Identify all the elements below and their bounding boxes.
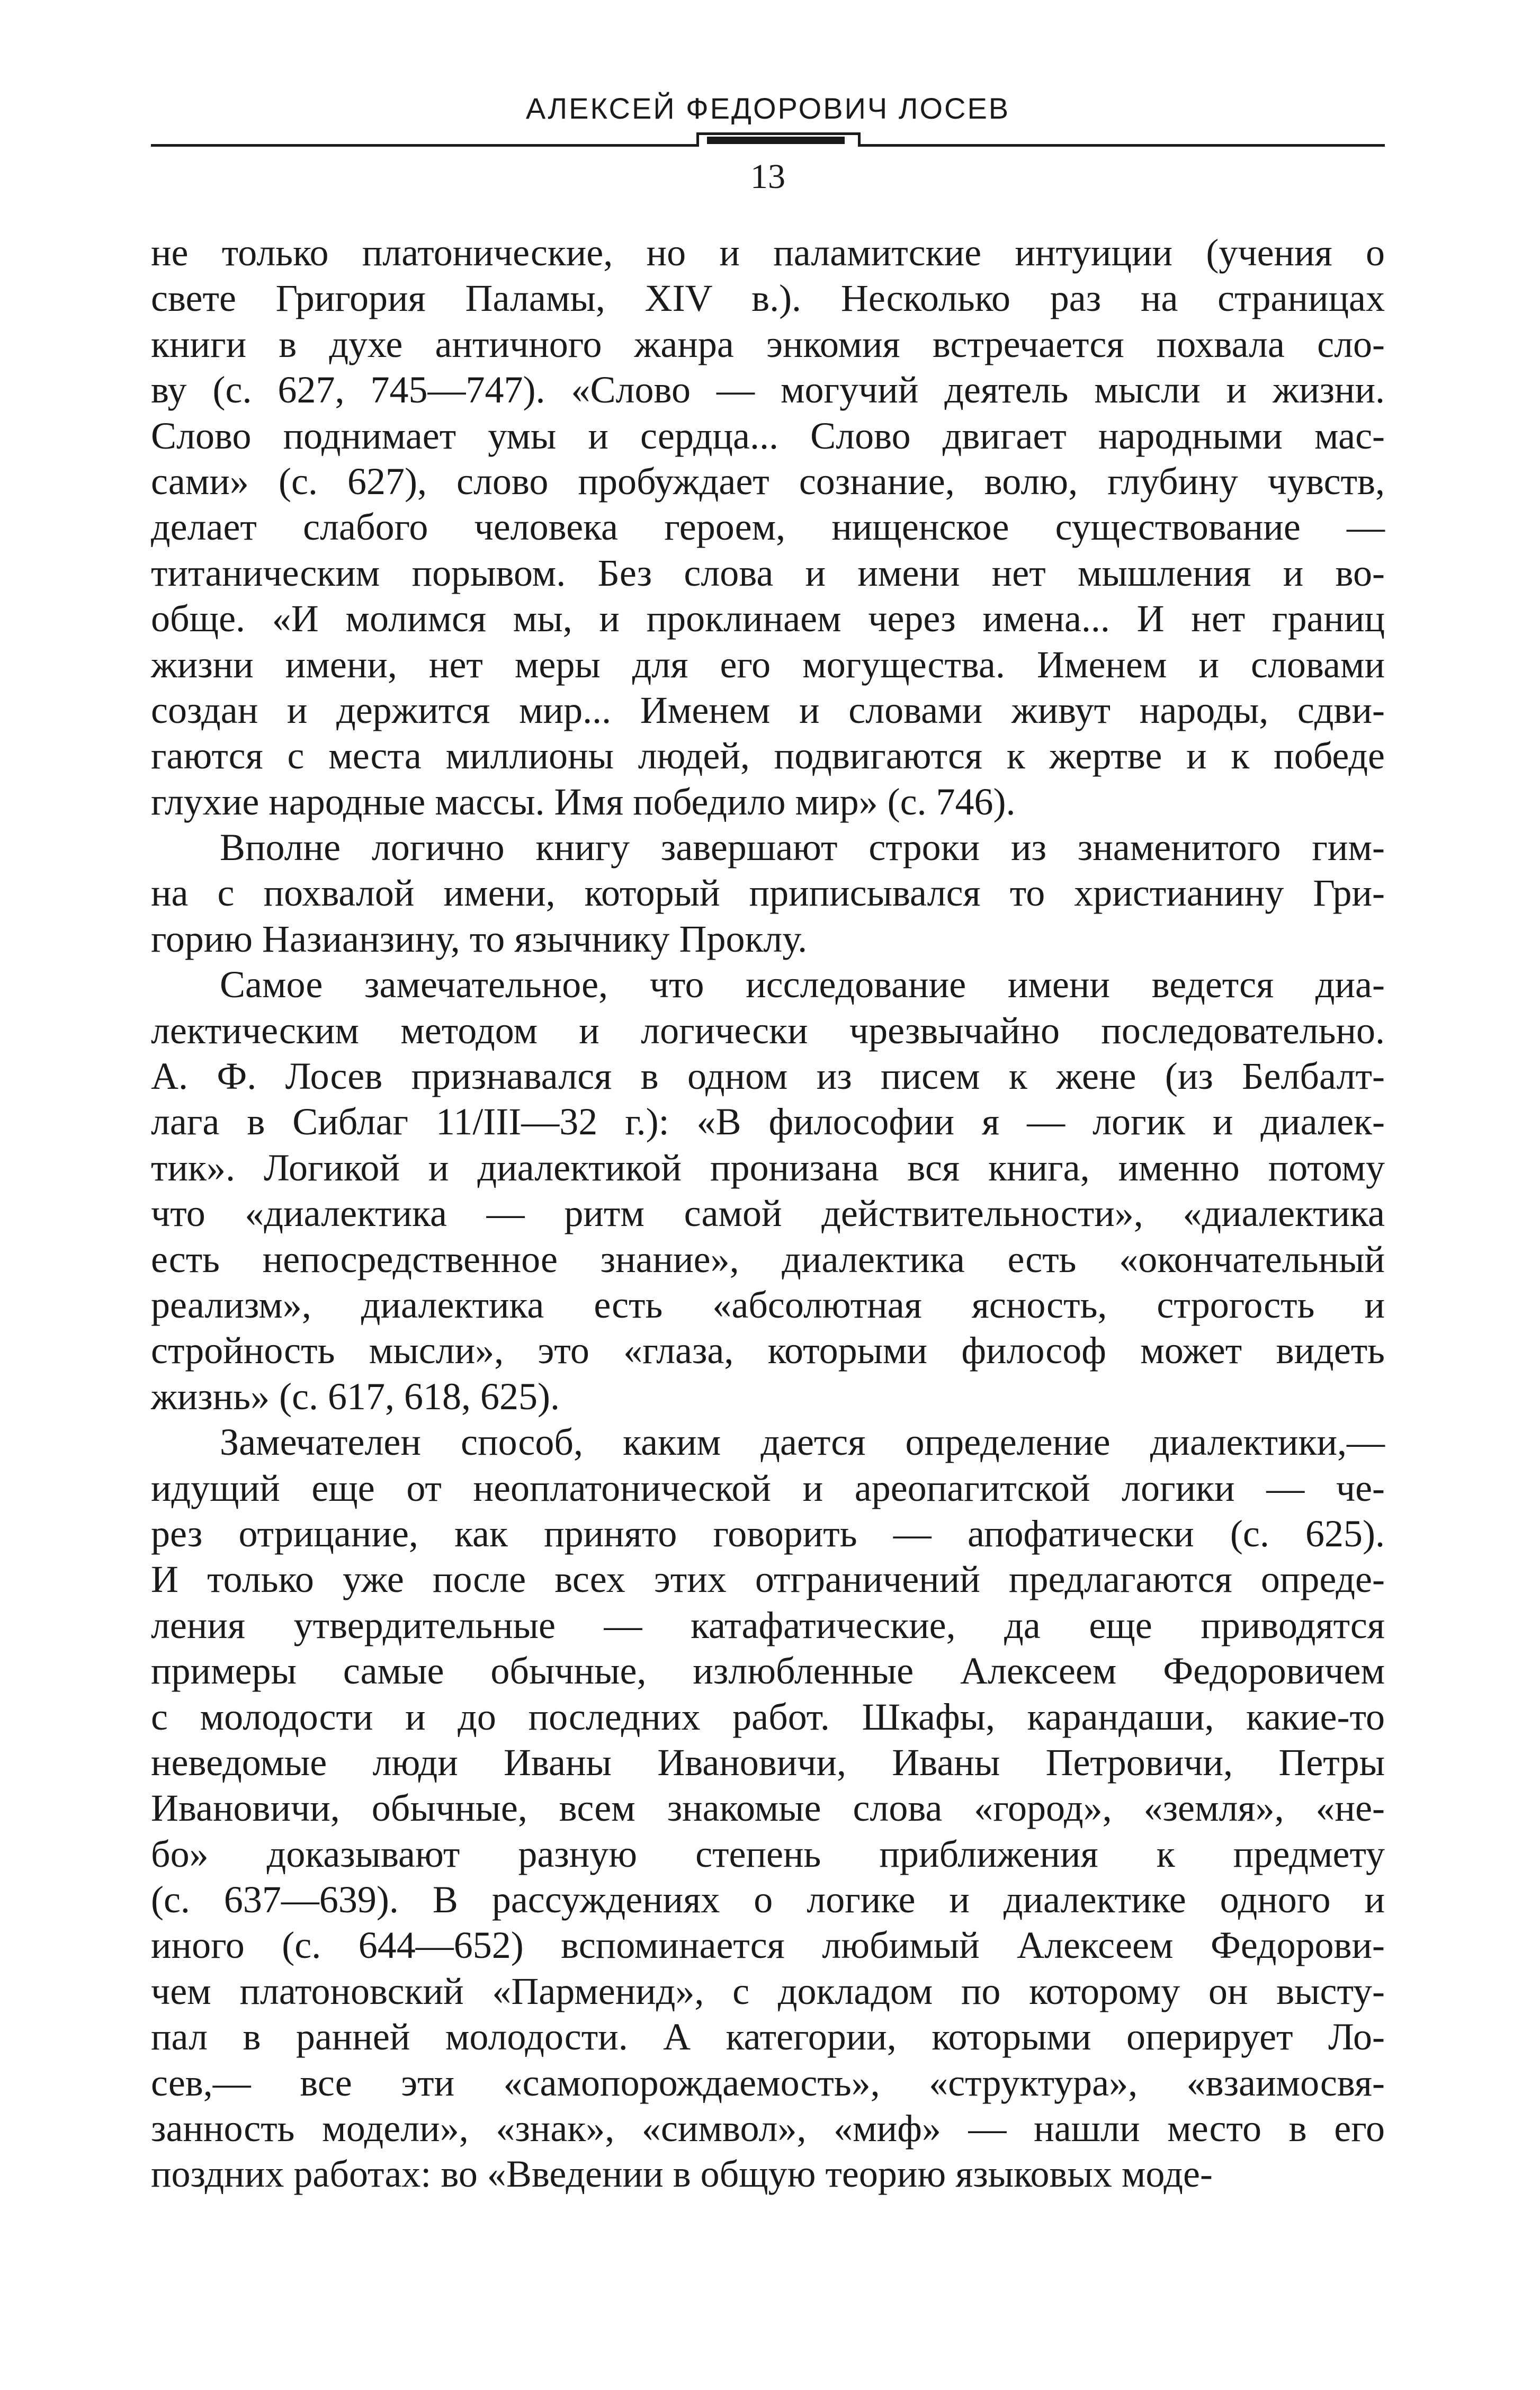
text-line: чем платоновский «Парменид», с докладом по которому он высту- bbox=[151, 1970, 1385, 2012]
text-line: реализм», диалектика есть «абсолютная ясность, строгость и bbox=[151, 1283, 1385, 1326]
text-line: титаническим порывом. Без слова и имени нет мышления и во- bbox=[151, 551, 1385, 594]
text-line: иного (с. 644—652) вспоминается любимый Алексеем Федорови- bbox=[151, 1924, 1385, 1967]
text-line: пал в ранней молодости. А категории, которыми оперирует Ло- bbox=[151, 2016, 1385, 2058]
text-line: ления утвердительные — катафатические, да еще приводятся bbox=[151, 1604, 1385, 1646]
text-line: лектическим методом и логически чрезвычайно последовательно. bbox=[151, 1009, 1385, 1052]
text-line: сами» (с. 627), слово пробуждает сознание, волю, глубину чувств, bbox=[151, 460, 1385, 503]
text-line: гаются с места миллионы людей, подвигаются к жертве и к победе bbox=[151, 735, 1385, 777]
text-line: идущий еще от неоплатонической и ареопагитской логики — че- bbox=[151, 1466, 1385, 1509]
text-line: Замечателен способ, каким дается определение диалектики,— bbox=[220, 1421, 1385, 1464]
text-line: бо» доказывают разную степень приближения к предмету bbox=[151, 1832, 1385, 1875]
body-text bbox=[151, 230, 1385, 2197]
text-line: лага в Сиблаг 11/III—32 г.): «В философии я — логик и диалек- bbox=[151, 1100, 1385, 1143]
paragraph bbox=[151, 1419, 1385, 2197]
text-line: что «диалектика — ритм самой действительности», «диалектика bbox=[151, 1192, 1385, 1235]
text-line: стройность мысли», это «глаза, которыми философ может видеть bbox=[151, 1329, 1385, 1372]
text-line: на с похвалой имени, который приписывался то христианину Гри- bbox=[151, 872, 1385, 915]
text-line: жизнь» (с. 617, 618, 625). bbox=[151, 1375, 560, 1418]
paragraph bbox=[151, 230, 1385, 825]
text-line: создан и держится мир... Именем и словами живут народы, сдви- bbox=[151, 688, 1385, 731]
text-line: сев,— все эти «самопорождаемость», «структура», «взаимосвя- bbox=[151, 2061, 1385, 2104]
text-line: жизни имени, нет меры для его могущества. Именем и словами bbox=[151, 643, 1385, 686]
text-line: примеры самые обычные, излюбленные Алексеем Федоровичем bbox=[151, 1650, 1385, 1693]
text-line: И только уже после всех этих отграничений предлагаются опреде- bbox=[151, 1558, 1385, 1601]
text-line: не только платонические, но и паламитские интуиции (учения о bbox=[151, 231, 1385, 274]
text-line: тик». Логикой и диалектикой пронизана вся книга, именно потому bbox=[151, 1146, 1385, 1189]
text-line: (с. 637—639). В рассуждениях о логике и диалектике одного и bbox=[151, 1878, 1385, 1921]
text-line: рез отрицание, как принято говорить — апофатически (с. 625). bbox=[151, 1512, 1385, 1555]
page-number: 13 bbox=[750, 157, 785, 196]
text-line: Ивановичи, обычные, всем знакомые слова «город», «земля», «не- bbox=[151, 1787, 1385, 1830]
header-rule-tab-fill bbox=[707, 137, 845, 144]
text-line: книги в духе античного жанра энкомия встречается похвала сло- bbox=[151, 323, 1385, 365]
paragraph bbox=[151, 825, 1385, 962]
header-rule bbox=[151, 130, 1385, 162]
text-line: горию Назианзину, то язычнику Проклу. bbox=[151, 917, 808, 960]
text-line: занность модели», «знак», «символ», «миф» — нашли место в его bbox=[151, 2107, 1385, 2150]
text-line: свете Григория Паламы, XIV в.). Несколько раз на страницах bbox=[151, 277, 1385, 320]
running-title: АЛЕКСЕЙ ФЕДОРОВИЧ ЛОСЕВ bbox=[525, 92, 1010, 125]
text-line: Вполне логично книгу завершают строки из знаменитого гим- bbox=[220, 826, 1385, 869]
text-line: есть непосредственное знание», диалектика есть «окончательный bbox=[151, 1238, 1385, 1281]
text-line: А. Ф. Лосев признавался в одном из писем к жене (из Белбалт- bbox=[151, 1055, 1385, 1098]
text-line: поздних работах: во «Введении в общую теорию языковых моде- bbox=[151, 2153, 1213, 2196]
text-line: ву (с. 627, 745—747). «Слово — могучий деятель мысли и жизни. bbox=[151, 369, 1385, 411]
text-line: неведомые люди Иваны Ивановичи, Иваны Петровичи, Петры bbox=[151, 1741, 1385, 1784]
paragraph bbox=[151, 962, 1385, 1419]
text-line: глухие народные массы. Имя победило мир» (с. 746). bbox=[151, 780, 1016, 823]
text-line: делает слабого человека героем, нищенское существование — bbox=[151, 506, 1385, 549]
text-line: с молодости и до последних работ. Шкафы, карандаши, какие-то bbox=[151, 1695, 1385, 1738]
text-line: обще. «И молимся мы, и проклинаем через имена... И нет границ bbox=[151, 597, 1385, 640]
book-page bbox=[151, 90, 1385, 2197]
text-line: Самое замечательное, что исследование имени ведется диа- bbox=[220, 963, 1385, 1006]
text-line: Слово поднимает умы и сердца... Слово двигает народными мас- bbox=[151, 414, 1385, 457]
